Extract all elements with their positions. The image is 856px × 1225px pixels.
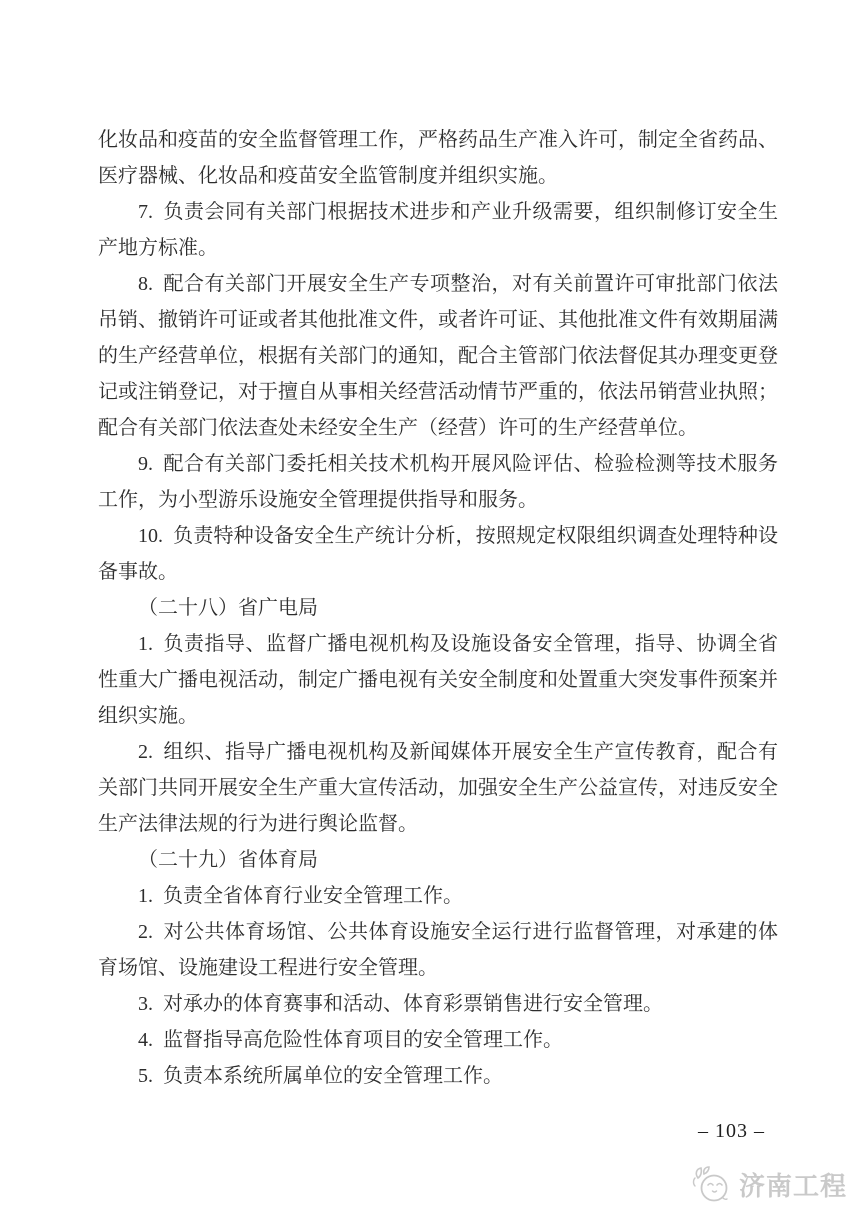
watermark-mascot-icon [692,1164,734,1204]
body-paragraph: 化妆品和疫苗的安全监督管理工作，严格药品生产准入许可，制定全省药品、医疗器械、化妆品和疫苗安全监管制度并组织实施。 [98,129,778,187]
body-paragraph: 9. 配合有关部门委托相关技术机构开展风险评估、检验检测等技术服务工作，为小型游乐设施安全管理提供指导和服务。 [98,453,778,511]
page-number: – 103 – [698,1120,765,1142]
watermark-text: 济南工程 [739,1170,848,1201]
document-body [98,122,778,1094]
body-paragraph: 8. 配合有关部门开展安全生产专项整治，对有关前置许可审批部门依法吊销、撤销许可证或者其他批准文件，或者许可证、其他批准文件有效期届满的生产经营单位，根据有关部门的通知，配合主管部门依法督促其办理变更登记或注销登记，对于擅自从事相关经营活动情节严重的，依法吊销营业执照；配合有关部门依法查处未经安全生产（经营）许可的生产经营单位。 [98,273,778,439]
watermark [692,1164,847,1204]
body-paragraph: 4. 监督指导高危险性体育项目的安全管理工作。 [138,1029,563,1051]
body-paragraph: 7. 负责会同有关部门根据技术进步和产业升级需要，组织制修订安全生产地方标准。 [98,201,778,259]
section-heading: （二十九）省体育局 [138,849,318,871]
body-paragraph: 5. 负责本系统所属单位的安全管理工作。 [138,1065,503,1087]
body-paragraph: 2. 组织、指导广播电视机构及新闻媒体开展安全生产宣传教育，配合有关部门共同开展安全生产重大宣传活动，加强安全生产公益宣传，对违反安全生产法律法规的行为进行舆论监督。 [98,741,778,835]
body-paragraph: 3. 对承办的体育赛事和活动、体育彩票销售进行安全管理。 [138,993,663,1015]
section-heading: （二十八）省广电局 [138,597,318,619]
body-paragraph: 2. 对公共体育场馆、公共体育设施安全运行进行监督管理，对承建的体育场馆、设施建设工程进行安全管理。 [98,921,778,979]
body-paragraph: 1. 负责指导、监督广播电视机构及设施设备安全管理，指导、协调全省性重大广播电视活动，制定广播电视有关安全制度和处置重大突发事件预案并组织实施。 [98,633,778,727]
body-paragraph: 10. 负责特种设备安全生产统计分析，按照规定权限组织调查处理特种设备事故。 [98,525,778,583]
body-paragraph: 1. 负责全省体育行业安全管理工作。 [138,885,463,907]
